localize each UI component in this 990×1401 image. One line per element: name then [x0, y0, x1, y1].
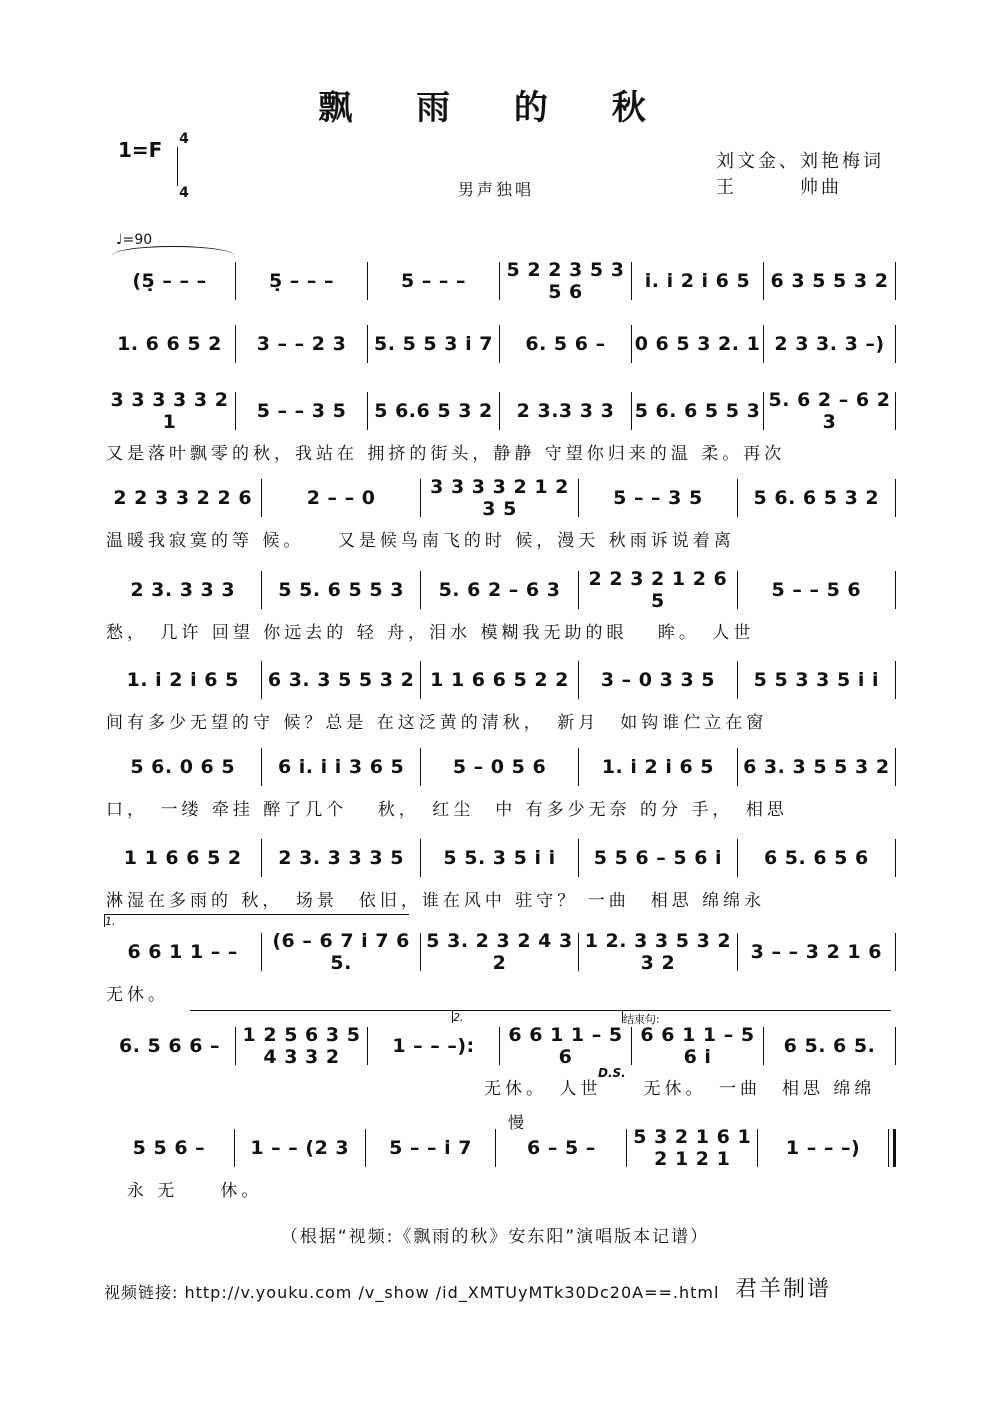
measure: 2 3.3 3 3	[516, 400, 615, 422]
measure: 2 2 3 2 1 2 6 5	[588, 568, 728, 612]
lyrics-line: 淋湿在多雨的 秋， 场景 依旧，谁在风中 驻守？ 一曲 相思 绵绵永	[106, 891, 766, 911]
lyrics-line: 温暖我寂寞的等 候。 又是候鸟南飞的时 候，漫天 秋雨诉说着离	[106, 531, 735, 551]
measure: 5 – – 5 6	[771, 579, 862, 601]
lyrics-line: 无休。 人世 无休。 一曲 相思 绵绵	[106, 1079, 876, 1099]
measure: 6 3. 3 5 5 3 2	[743, 756, 890, 778]
measure: 5 – – 3 5	[256, 400, 347, 422]
measure: 5 6. 6 5 3 2	[753, 487, 880, 509]
measure: 1 2 5 6 3 5 4 3 3 2	[242, 1024, 361, 1068]
dal-segno-mark: D.S.	[598, 1066, 626, 1080]
barline	[888, 1129, 896, 1167]
measure: 5. 5 5 3 i 7	[374, 333, 493, 355]
measure: 5 – – i 7	[389, 1137, 473, 1159]
transcription-note: （根据“视频:《飘雨的秋》安东阳”演唱版本记谱）	[280, 1227, 710, 1247]
measure: 6 3 5 5 3 2	[770, 270, 889, 292]
measure: 6. 5 6 6 –	[118, 1035, 221, 1057]
measure: 6 6 1 1 – –	[127, 941, 238, 963]
lyrics-line: 又是落叶飘零的秋，我站在 拥挤的街头，静静 守望你归来的温 柔。再次	[106, 444, 786, 464]
measure: 6 6 1 1 – 5 6 i	[640, 1024, 755, 1068]
measure: 5 – 0 5 6	[452, 756, 547, 778]
measure: 1 – – –):	[392, 1035, 475, 1057]
transcriber-stamp: 君羊制谱	[735, 1277, 832, 1302]
volta-label: 2.	[453, 1011, 464, 1024]
measure: 6. 5 6 –	[525, 333, 606, 355]
measure: 5 6. 6 5 5 3	[634, 400, 761, 422]
measure: 5 3. 2 3 2 4 3 2	[426, 930, 573, 974]
measure: 6 – 5 –	[527, 1137, 596, 1159]
measure: 5 5. 3 5 i i	[443, 847, 556, 869]
lyrics-line: 间有多少无望的守 候？总是 在这泛黄的清秋， 新月 如钩谁伫立在窗	[106, 713, 768, 733]
measure: 1 2. 3 3 5 3 2 3 2	[584, 930, 732, 974]
lyricist-credit: 刘文金、刘艳梅词	[716, 151, 884, 172]
barline	[895, 1027, 896, 1065]
measure: 1 1 6 6 5 2	[123, 847, 242, 869]
measure: 5 6. 0 6 5	[130, 756, 236, 778]
measure: 6 3. 3 5 5 3 2	[267, 669, 415, 691]
barline	[895, 661, 896, 699]
barline	[895, 933, 896, 971]
measure: 1 1 6 6 5 2 2	[430, 669, 569, 691]
voice-type: 男声独唱	[458, 180, 535, 199]
measure: 2 3 3. 3 –)	[774, 333, 885, 355]
barline	[895, 392, 896, 430]
barline	[895, 325, 896, 363]
tempo-marking: ♩=90	[116, 232, 153, 248]
measure: 2 2 3 3 2 2 6	[113, 487, 253, 509]
measure: (5̣ – – –	[132, 270, 207, 292]
measure: 5 – – 3 5	[613, 487, 703, 509]
measure: 6 6 1 1 – 5 6	[508, 1024, 623, 1068]
measure: 6 i. i i 3 6 5	[277, 756, 405, 778]
measure: 1 – – –)	[785, 1137, 861, 1159]
barline	[895, 748, 896, 786]
lyrics-line: 愁， 几许 回望 你远去的 轻 舟，泪水 模糊我无助的眼 眸。 人世	[106, 623, 755, 643]
measure: 5 5 6 – 5 6 i	[593, 847, 723, 869]
video-link: 视频链接: http://v.youku.com /v_show /id_XMTUyMTk30Dc20A==.html	[104, 1283, 720, 1302]
measure: 5 5. 6 5 5 3	[278, 579, 404, 601]
measure: 2 – – 0	[306, 487, 376, 509]
song-title: 飘 雨 的 秋	[318, 88, 672, 128]
measure: 5 5 6 –	[132, 1137, 206, 1159]
measure: 1. i 2 i 6 5	[601, 756, 715, 778]
measure: 1 – – (2 3	[250, 1137, 350, 1159]
ending-bracket	[622, 1010, 891, 1026]
measure: 1. i 2 i 6 5	[126, 669, 239, 691]
measure: 5 – – –	[400, 270, 467, 292]
measure: 1. 6 6 5 2	[117, 333, 222, 355]
measure: 3 3 3 3 3 2 1	[110, 389, 229, 433]
measure: 3 – – 3 2 1 6	[750, 941, 882, 963]
barline	[895, 571, 896, 609]
measure: 5 5 3 3 5 i i	[753, 669, 879, 691]
measure: 5̣ – – –	[268, 270, 335, 292]
measure: 5 2 2 3 5 3 5 6	[506, 259, 625, 303]
barline	[895, 839, 896, 877]
second-ending-bracket	[452, 1010, 613, 1023]
ending-label: 结束句:	[623, 1013, 660, 1026]
time-sig-bottom: 4	[179, 185, 189, 201]
key-signature: 1=F	[118, 138, 163, 162]
volta-label: 1.	[105, 915, 116, 928]
measure: 5 3 2 1 6 1 2 1 2 1	[633, 1126, 752, 1170]
barline	[895, 262, 896, 300]
measure: 0 6 5 3 2. 1	[634, 333, 761, 355]
barline	[895, 479, 896, 517]
measure: 5. 6 2 – 6 2 3	[768, 389, 891, 433]
lyrics-line: 永 无 休。	[106, 1181, 263, 1201]
time-signature	[175, 132, 193, 201]
composer-credit: 王 帅曲	[716, 177, 842, 198]
measure: 3 3 3 3 2 1 2 3 5	[430, 476, 569, 520]
measure: 6 5. 6 5 6	[763, 847, 869, 869]
measure: 5. 6 2 – 6 3	[438, 579, 561, 601]
measure: (6 – 6 7 i 7 6 5.	[272, 930, 410, 974]
measure: 3 – 0 3 3 5	[600, 669, 716, 691]
measure: 3 – – 2 3	[256, 333, 347, 355]
measure: 2 3. 3 3 3	[130, 579, 236, 601]
lyrics-line: 口， 一缕 牵挂 醉了几个 秋， 红尘 中 有多少无奈 的分 手， 相思	[106, 800, 788, 820]
time-sig-top: 4	[179, 131, 189, 147]
slow-marking: 慢	[508, 1113, 525, 1132]
first-ending-bracket	[104, 914, 409, 927]
measure: i. i 2 i 6 5	[644, 270, 751, 292]
lyrics-line: 无休。	[106, 985, 169, 1005]
measure: 6 5. 6 5.	[783, 1035, 876, 1057]
measure: 2 3. 3 3 3 5	[278, 847, 404, 869]
measure: 5 6.6 5 3 2	[374, 400, 493, 422]
